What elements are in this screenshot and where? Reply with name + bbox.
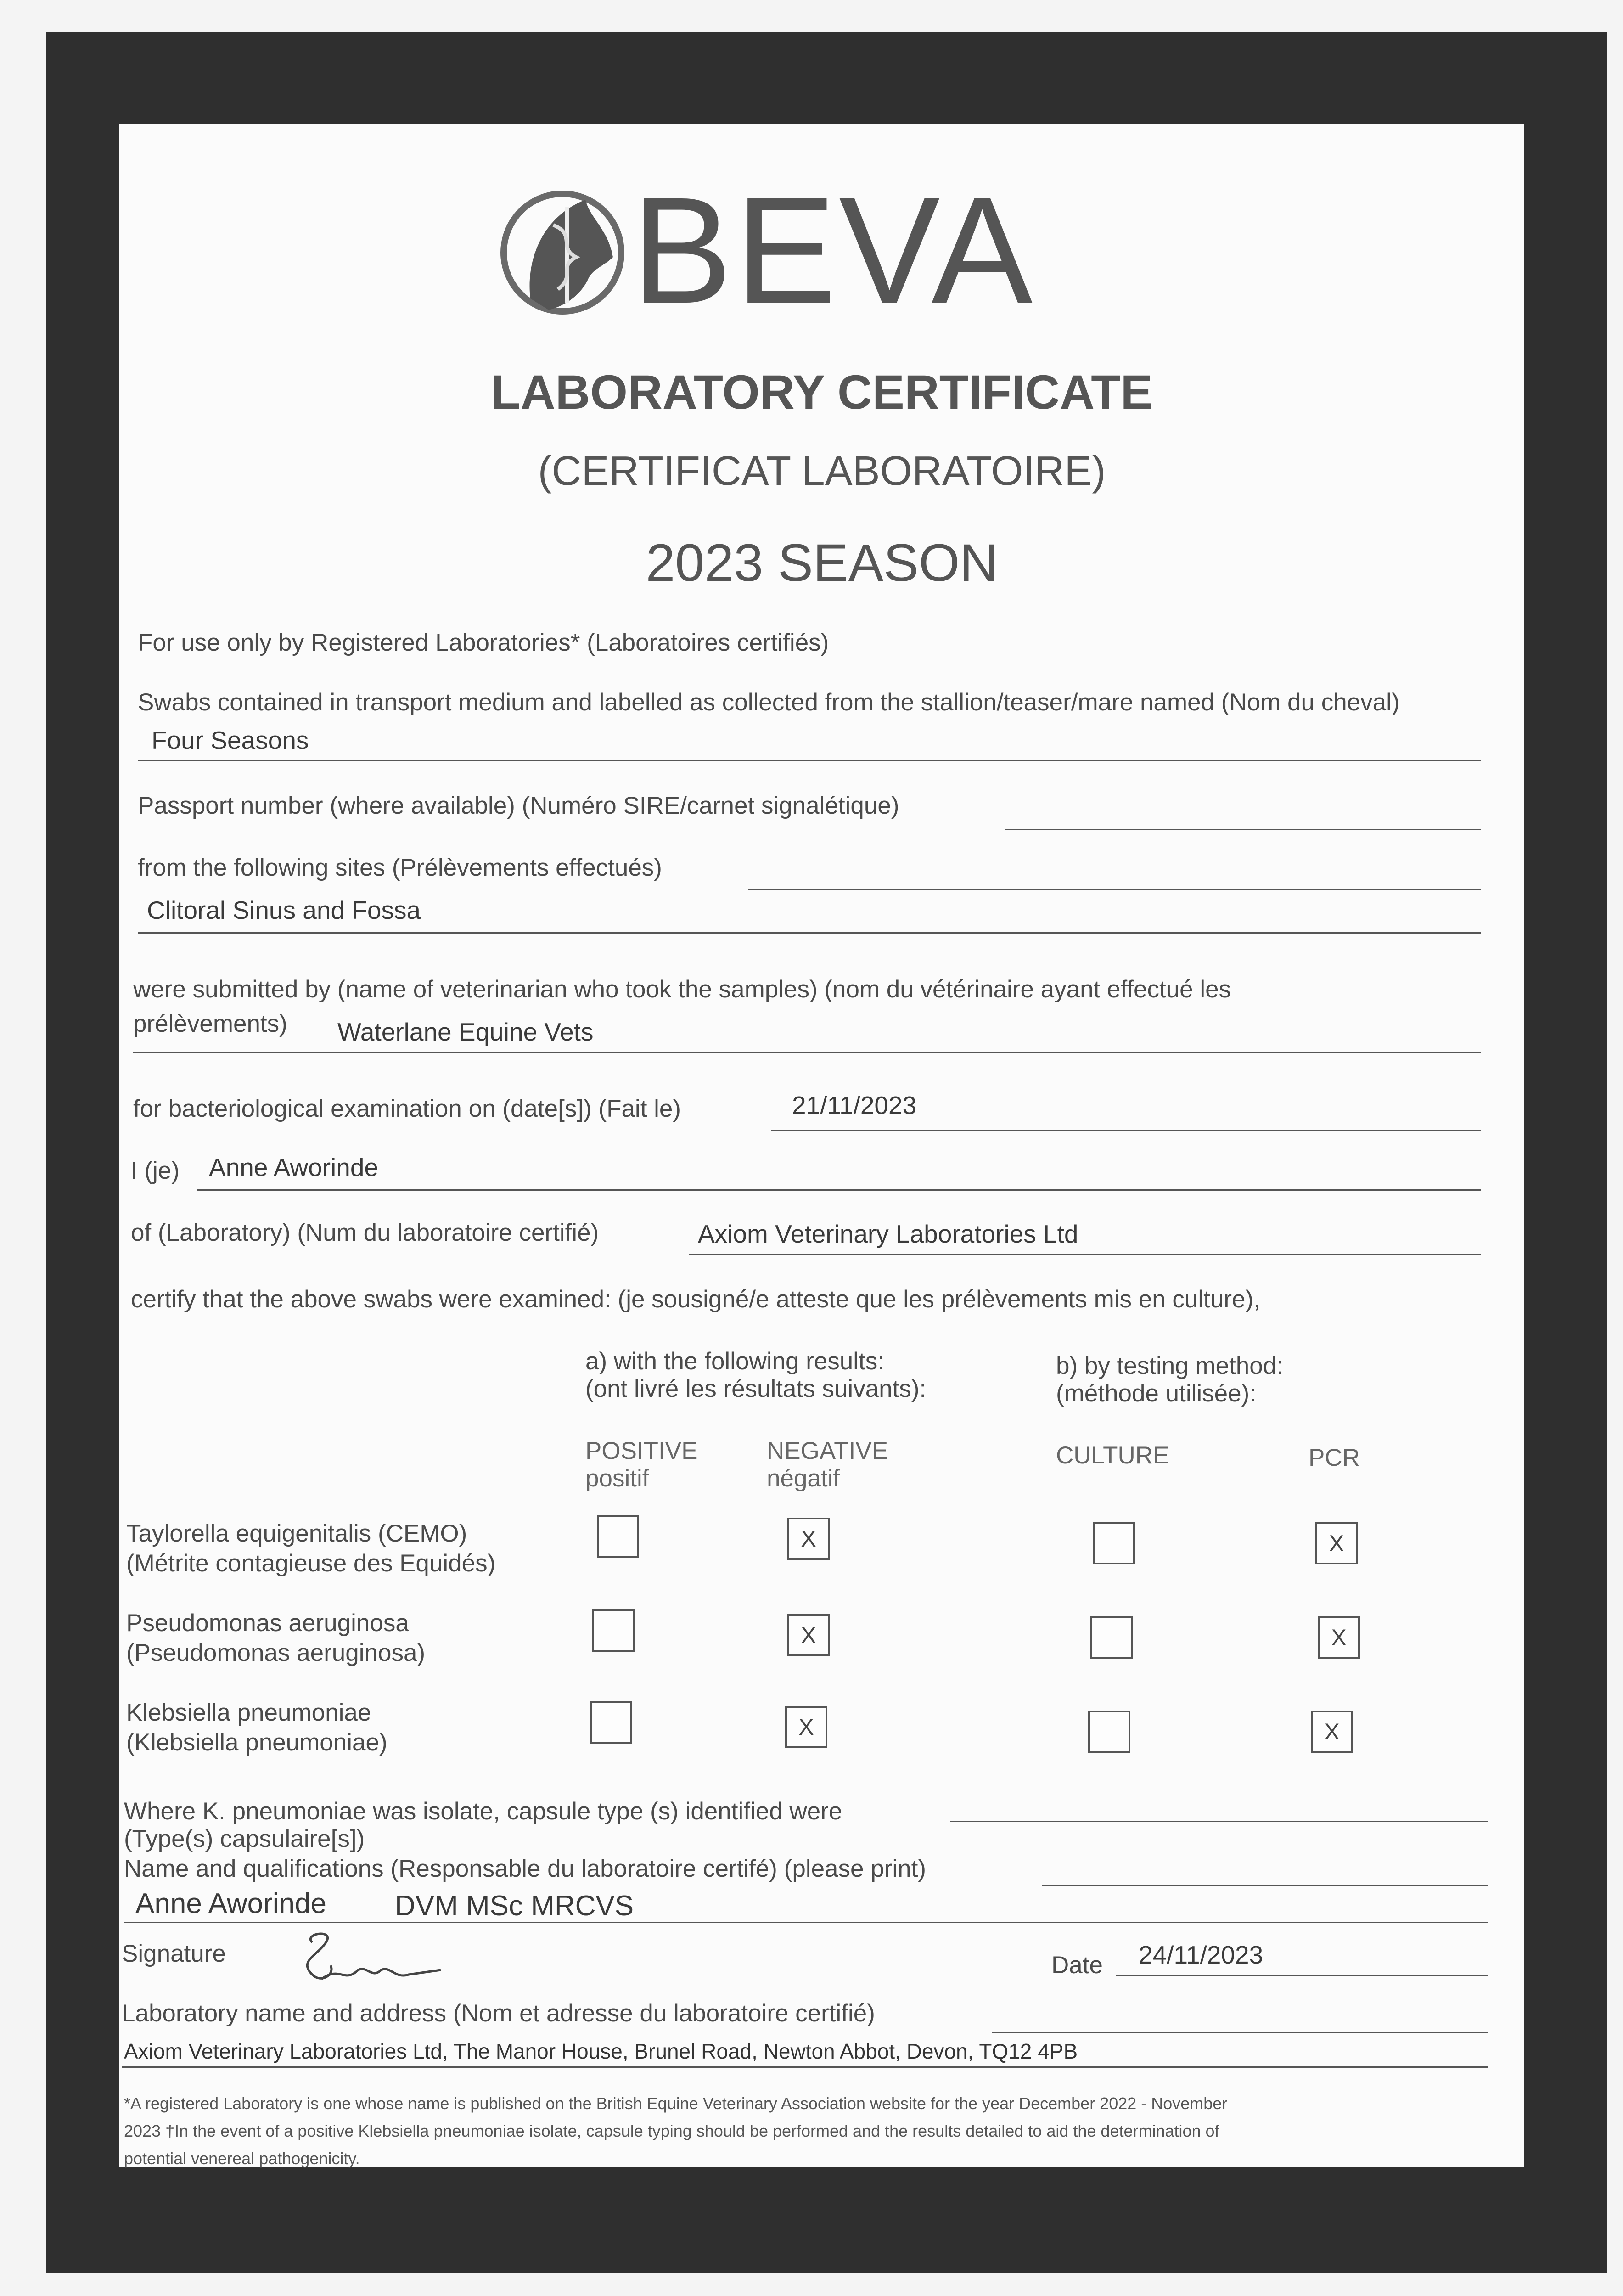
row-pseudomonas-name: Pseudomonas aeruginosa (126, 1609, 409, 1637)
results-heading-fr: (ont livré les résultats suivants): (585, 1375, 927, 1402)
footnote-line-2: 2023 †In the event of a positive Klebsiella pneumoniae isolate, capsule typing should be performed and the results detailed to aid the determination of (124, 2122, 1219, 2140)
footnote-line-3: potential venereal pathogenicity. (124, 2149, 360, 2168)
sites-line-top (748, 889, 1481, 890)
exam-label: for bacteriological examination on (date[s]) (Fait le) (133, 1095, 681, 1122)
pseudomonas-negative-checkbox[interactable]: X (787, 1614, 830, 1656)
name-value: Anne Aworinde (135, 1888, 326, 1919)
row-taylorella-name-fr: (Métrite contagieuse des Equidés) (126, 1550, 496, 1577)
intro-text: For use only by Registered Laboratories* (Laboratoires certifiés) (138, 629, 829, 656)
col-culture: CULTURE (1056, 1442, 1169, 1469)
klebsiella-positive-checkbox[interactable] (590, 1701, 632, 1744)
exam-date-line (771, 1130, 1481, 1131)
col-negative: NEGATIVE (767, 1437, 888, 1464)
row-taylorella-name: Taylorella equigenitalis (CEMO) (126, 1520, 467, 1547)
footnote-line-1: *A registered Laboratory is one whose name is published on the British Equine Veterinary Association website for the year December 2022 - November (124, 2094, 1228, 2113)
date-value: 24/11/2023 (1139, 1941, 1264, 1969)
col-negative-fr: négatif (767, 1465, 840, 1492)
submitted-line (133, 1052, 1481, 1053)
results-heading: a) with the following results: (585, 1348, 885, 1375)
certify-text: certify that the above swabs were examined: (je sousigné/e atteste que les prélèvements mis en culture), (131, 1286, 1260, 1313)
i-line (197, 1189, 1481, 1191)
lab-address-label: Laboratory name and address (Nom et adresse du laboratoire certifié) (122, 2000, 875, 2027)
lab-line (689, 1254, 1481, 1255)
sites-line (138, 932, 1481, 934)
submitted-label: were submitted by (name of veterinarian who took the samples) (nom du vétérinaire ayant effectué les (133, 976, 1231, 1003)
lab-value: Axiom Veterinary Laboratories Ltd (698, 1220, 1078, 1248)
capsule-label: Where K. pneumoniae was isolate, capsule type (s) identified were (124, 1798, 842, 1825)
signature-image (294, 1924, 445, 1993)
horse-name-line (138, 760, 1481, 761)
name-qual-label: Name and qualifications (Responsable du laboratoire certifé) (please print) (124, 1855, 926, 1882)
lab-address-value: Axiom Veterinary Laboratories Ltd, The Manor House, Brunel Road, Newton Abbot, Devon, TQ12 4PB (124, 2039, 1078, 2063)
taylorella-negative-checkbox[interactable]: X (787, 1518, 830, 1560)
i-label: I (je) (131, 1157, 180, 1184)
klebsiella-negative-checkbox[interactable]: X (785, 1706, 827, 1748)
season-heading: 2023 SEASON (646, 534, 998, 592)
name-qual-line-top (1042, 1885, 1488, 1886)
i-value: Anne Aworinde (209, 1153, 378, 1182)
sites-label: from the following sites (Prélèvements effectués) (138, 854, 662, 881)
certificate-subtitle: (CERTIFICAT LABORATOIRE) (538, 448, 1106, 494)
pseudomonas-pcr-checkbox[interactable]: X (1318, 1616, 1360, 1659)
certificate-title: LABORATORY CERTIFICATE (491, 366, 1153, 419)
row-klebsiella-name-fr: (Klebsiella pneumoniae) (126, 1729, 387, 1756)
signature-label: Signature (122, 1940, 226, 1967)
passport-line (1005, 829, 1481, 830)
taylorella-pcr-checkbox[interactable]: X (1315, 1522, 1358, 1564)
col-pcr: PCR (1309, 1444, 1360, 1471)
klebsiella-pcr-checkbox[interactable]: X (1311, 1711, 1353, 1753)
beva-horse-logo-icon (498, 174, 627, 326)
method-heading: b) by testing method: (1056, 1352, 1283, 1379)
submitted-value: Waterlane Equine Vets (337, 1018, 594, 1046)
qual-value: DVM MSc MRCVS (395, 1890, 634, 1922)
passport-label: Passport number (where available) (Numéro SIRE/carnet signalétique) (138, 792, 899, 819)
row-pseudomonas-name-fr: (Pseudomonas aeruginosa) (126, 1639, 426, 1666)
swabs-label: Swabs contained in transport medium and labelled as collected from the stallion/teaser/mare named (Nom du cheval) (138, 689, 1400, 716)
klebsiella-culture-checkbox[interactable] (1088, 1711, 1130, 1753)
date-line (1116, 1975, 1488, 1976)
pseudomonas-culture-checkbox[interactable] (1090, 1616, 1133, 1659)
pseudomonas-positive-checkbox[interactable] (592, 1609, 635, 1652)
capsule-label-fr: (Type(s) capsulaire[s]) (124, 1825, 365, 1852)
lab-label: of (Laboratory) (Num du laboratoire certifié) (131, 1219, 599, 1246)
submitted-label-cont: prélèvements) (133, 1010, 287, 1037)
beva-wordmark: BEVA (631, 165, 1035, 335)
row-klebsiella-name: Klebsiella pneumoniae (126, 1699, 371, 1726)
date-label: Date (1051, 1952, 1103, 1979)
horse-name-value: Four Seasons (152, 726, 309, 754)
taylorella-positive-checkbox[interactable] (597, 1515, 639, 1558)
taylorella-culture-checkbox[interactable] (1093, 1522, 1135, 1564)
lab-address-line-top (992, 2032, 1488, 2033)
name-qual-line (124, 1922, 1488, 1923)
col-positive: POSITIVE (585, 1437, 698, 1464)
capsule-line (950, 1821, 1488, 1822)
method-heading-fr: (méthode utilisée): (1056, 1380, 1256, 1407)
lab-address-line (122, 2066, 1488, 2068)
col-positive-fr: positif (585, 1465, 649, 1492)
sites-value: Clitoral Sinus and Fossa (147, 896, 421, 924)
exam-date-value: 21/11/2023 (792, 1091, 917, 1120)
